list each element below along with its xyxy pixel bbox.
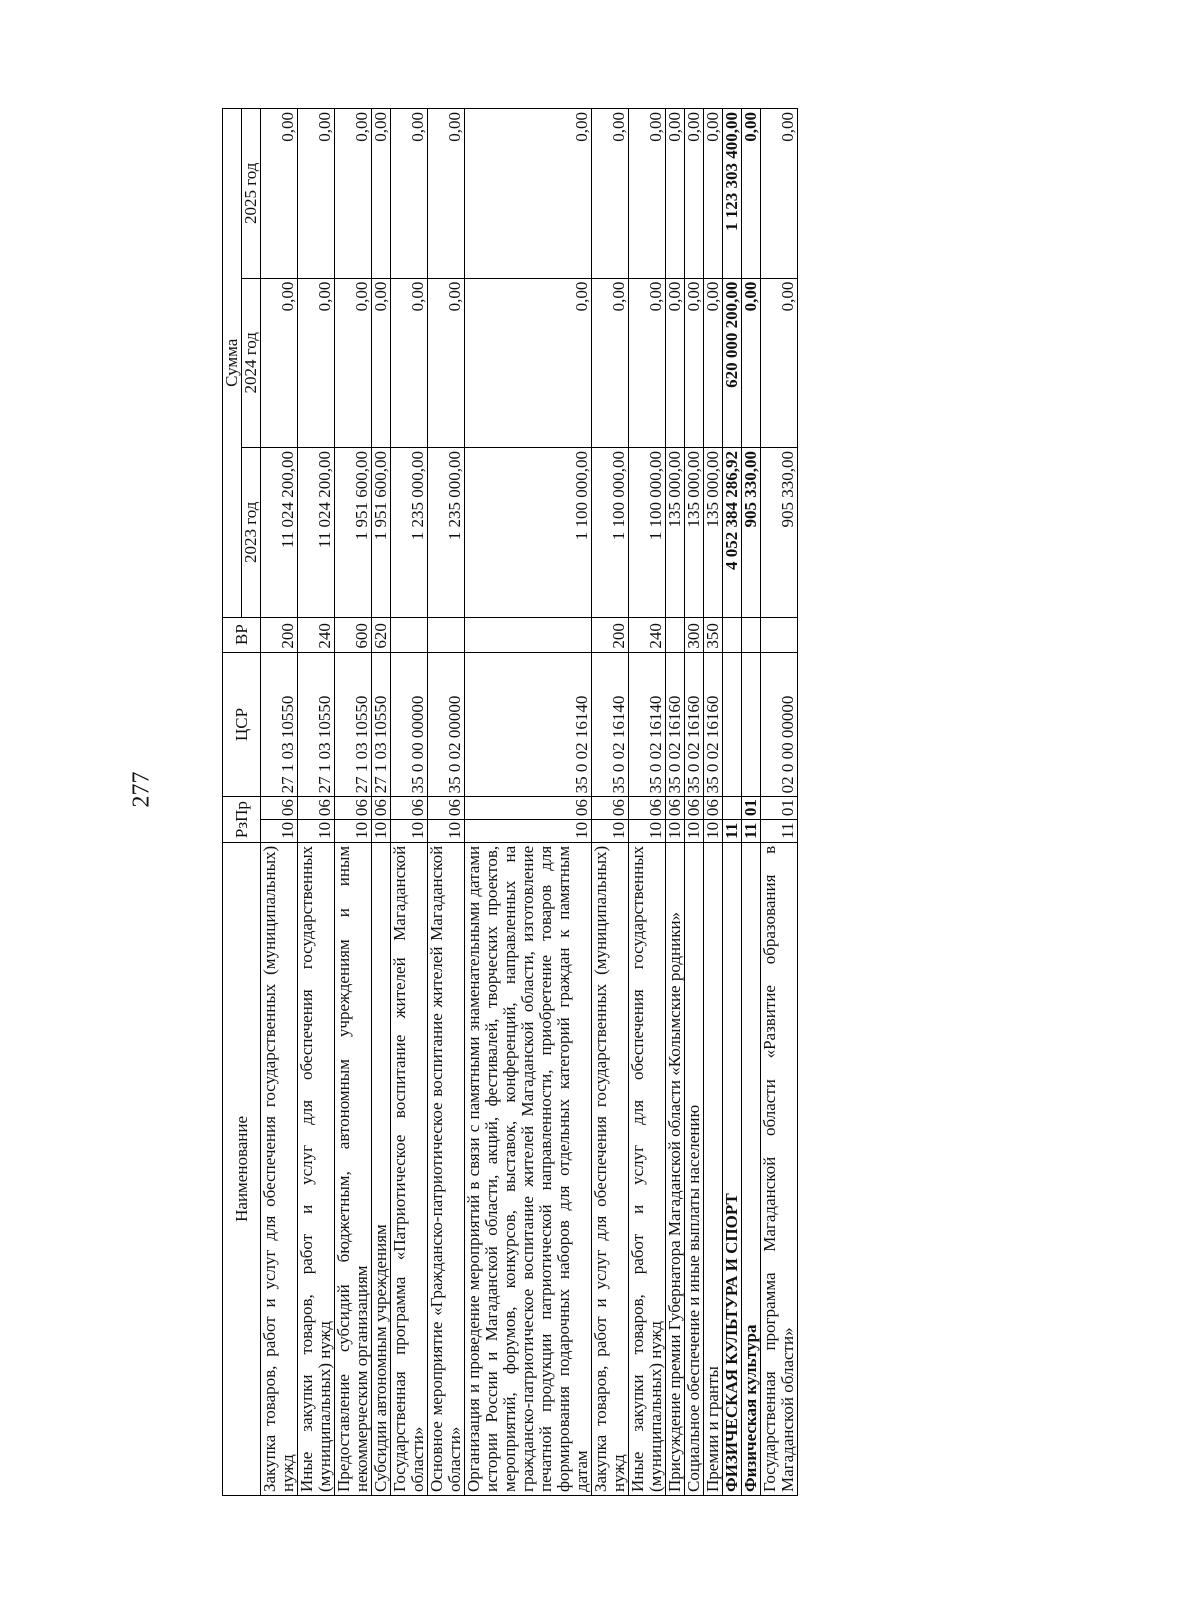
row-name: Иные закупки товаров, работ и услуг для обеспечения государственных (муниципальных) нужд [629, 842, 666, 1495]
row-rz: 10 [428, 820, 465, 843]
table-row [685, 109, 704, 1496]
row-rz: 11 [742, 820, 761, 843]
row-name: Физическая культура [742, 842, 761, 1495]
table-row [298, 109, 335, 1496]
row-pr: 06 [261, 797, 298, 820]
row-rz: 10 [704, 820, 723, 843]
row-csr: 35 0 00 00000 [391, 652, 428, 797]
header-rz-pr: РзПр [223, 797, 261, 842]
row-vr [723, 617, 742, 652]
row-2025: 0,00 [465, 109, 592, 279]
row-csr: 02 0 00 00000 [761, 652, 798, 797]
row-pr: 06 [391, 797, 428, 820]
row-vr: 200 [261, 617, 298, 652]
row-name: Субсидии автономным учреждениям [372, 842, 391, 1495]
header-2023: 2023 год [242, 448, 261, 617]
table-row [592, 109, 629, 1496]
row-pr: 06 [428, 797, 465, 820]
row-pr: 06 [704, 797, 723, 820]
row-2025: 0,00 [428, 109, 465, 279]
row-rz: 10 [592, 820, 629, 843]
row-rz: 11 [723, 820, 742, 843]
table-row [723, 109, 742, 1496]
row-rz: 10 [335, 820, 372, 843]
row-2024: 0,00 [761, 278, 798, 447]
table-row [372, 109, 391, 1496]
row-pr: 01 [761, 797, 798, 820]
row-2025: 0,00 [261, 109, 298, 279]
row-2024: 0,00 [298, 278, 335, 447]
row-2024: 0,00 [592, 278, 629, 447]
row-csr: 35 0 02 16140 [592, 652, 629, 797]
row-2023: 1 951 600,00 [372, 448, 391, 617]
table-header [223, 109, 261, 1496]
row-pr: 06 [685, 797, 704, 820]
header-2025: 2025 год [242, 109, 261, 279]
row-rz: 11 [761, 820, 798, 843]
row-vr [666, 617, 685, 652]
row-csr: 27 1 03 10550 [335, 652, 372, 797]
row-vr [761, 617, 798, 652]
table-row [335, 109, 372, 1496]
header-name: Наименование [223, 842, 261, 1495]
row-2023: 1 100 000,00 [465, 448, 592, 617]
row-2025: 0,00 [629, 109, 666, 279]
budget-table-rotated [222, 108, 1132, 1496]
table-row [742, 109, 761, 1496]
row-name: Организация и проведение мероприятий в связи с памятными знаменательными датами истории России и Магаданской области, акций, фестивалей, творческих проектов, мероприятий, форумов, конкурсов, выставок, конференций, направленных на гражданско-патриотическое воспитание жителей Магаданской области, изготовление печатной продукции патриотической направленности, приобретение товаров для формирования подарочных наборов для отдельных категорий граждан к памятным датам [465, 842, 592, 1495]
row-2024: 0,00 [261, 278, 298, 447]
row-2024: 0,00 [391, 278, 428, 447]
row-2025: 1 123 303 400,00 [723, 109, 742, 279]
table-row [704, 109, 723, 1496]
row-2023: 1 100 000,00 [629, 448, 666, 617]
budget-table [222, 108, 798, 1496]
row-csr: 27 1 03 10550 [372, 652, 391, 797]
row-name: Премии и гранты [704, 842, 723, 1495]
row-pr: 06 [372, 797, 391, 820]
row-2025: 0,00 [592, 109, 629, 279]
row-pr: 06 [592, 797, 629, 820]
table-row [629, 109, 666, 1496]
row-2023: 1 235 000,00 [391, 448, 428, 617]
row-2024: 0,00 [335, 278, 372, 447]
row-2023: 1 235 000,00 [428, 448, 465, 617]
row-name: Социальное обеспечение и иные выплаты населению [685, 842, 704, 1495]
row-vr [391, 617, 428, 652]
row-2023: 135 000,00 [666, 448, 685, 617]
table-row [428, 109, 465, 1496]
table-row [666, 109, 685, 1496]
row-2025: 0,00 [666, 109, 685, 279]
row-name: Закупка товаров, работ и услуг для обеспечения государственных (муниципальных) нужд [592, 842, 629, 1495]
table-row [391, 109, 428, 1496]
row-rz: 10 [298, 820, 335, 843]
row-2025: 0,00 [685, 109, 704, 279]
row-2023: 135 000,00 [685, 448, 704, 617]
header-csr: ЦСР [223, 652, 261, 797]
row-2024: 0,00 [372, 278, 391, 447]
row-pr [723, 797, 742, 820]
row-csr: 27 1 03 10550 [298, 652, 335, 797]
row-rz: 10 [685, 820, 704, 843]
row-pr: 01 [742, 797, 761, 820]
row-2024: 0,00 [428, 278, 465, 447]
row-rz: 10 [372, 820, 391, 843]
row-2025: 0,00 [704, 109, 723, 279]
row-csr: 35 0 02 16160 [666, 652, 685, 797]
row-2024: 0,00 [465, 278, 592, 447]
row-name: Государственная программа «Патриотическое воспитание жителей Магаданской области» [391, 842, 428, 1495]
table-body [261, 109, 798, 1496]
row-vr: 200 [592, 617, 629, 652]
row-2024: 0,00 [629, 278, 666, 447]
row-2025: 0,00 [298, 109, 335, 279]
row-vr: 350 [704, 617, 723, 652]
row-2023: 905 330,00 [761, 448, 798, 617]
row-pr: 06 [298, 797, 335, 820]
row-2023: 135 000,00 [704, 448, 723, 617]
row-pr: 06 [335, 797, 372, 820]
row-rz: 10 [391, 820, 428, 843]
row-2025: 0,00 [761, 109, 798, 279]
header-sum: Сумма [223, 109, 242, 618]
row-rz: 10 [666, 820, 685, 843]
row-2024: 0,00 [704, 278, 723, 447]
row-vr: 300 [685, 617, 704, 652]
row-rz: 10 [465, 820, 592, 843]
row-2024: 0,00 [742, 278, 761, 447]
row-csr [723, 652, 742, 797]
row-2024: 0,00 [685, 278, 704, 447]
row-rz: 10 [261, 820, 298, 843]
row-csr: 35 0 02 16140 [629, 652, 666, 797]
row-rz: 10 [629, 820, 666, 843]
row-pr: 06 [666, 797, 685, 820]
row-2024: 0,00 [666, 278, 685, 447]
row-vr: 620 [372, 617, 391, 652]
row-2023: 1 100 000,00 [592, 448, 629, 617]
row-2023: 11 024 200,00 [261, 448, 298, 617]
table-row [761, 109, 798, 1496]
row-csr: 35 0 02 16160 [704, 652, 723, 797]
row-name: Присуждение премии Губернатора Магаданской области «Колымские родники» [666, 842, 685, 1495]
row-name: Закупка товаров, работ и услуг для обеспечения государственных (муниципальных) нужд [261, 842, 298, 1495]
row-2024: 620 000 200,00 [723, 278, 742, 447]
row-vr: 240 [298, 617, 335, 652]
row-2025: 0,00 [742, 109, 761, 279]
row-csr [742, 652, 761, 797]
row-2025: 0,00 [391, 109, 428, 279]
page-number: 277 [128, 771, 155, 808]
row-vr: 600 [335, 617, 372, 652]
row-vr [742, 617, 761, 652]
row-csr: 35 0 02 16140 [465, 652, 592, 797]
row-vr [465, 617, 592, 652]
row-2023: 905 330,00 [742, 448, 761, 617]
header-2024: 2024 год [242, 278, 261, 447]
row-2023: 4 052 384 286,92 [723, 448, 742, 617]
row-2023: 1 951 600,00 [335, 448, 372, 617]
row-name: Основное мероприятие «Гражданско-патриотическое воспитание жителей Магаданской области» [428, 842, 465, 1495]
row-2025: 0,00 [335, 109, 372, 279]
row-name: Государственная программа Магаданской области «Развитие образования в Магаданской области» [761, 842, 798, 1495]
row-name: Предоставление субсидий бюджетным, автономным учреждениям и иным некоммерческим организациям [335, 842, 372, 1495]
row-name: ФИЗИЧЕСКАЯ КУЛЬТУРА И СПОРТ [723, 842, 742, 1495]
row-vr: 240 [629, 617, 666, 652]
table-row [465, 109, 592, 1496]
row-2023: 11 024 200,00 [298, 448, 335, 617]
table-row [261, 109, 298, 1496]
row-pr: 06 [629, 797, 666, 820]
header-vr: ВР [223, 617, 261, 652]
row-pr: 06 [465, 797, 592, 820]
row-2025: 0,00 [372, 109, 391, 279]
row-vr [428, 617, 465, 652]
row-csr: 35 0 02 16160 [685, 652, 704, 797]
row-csr: 27 1 03 10550 [261, 652, 298, 797]
row-csr: 35 0 02 00000 [428, 652, 465, 797]
row-name: Иные закупки товаров, работ и услуг для обеспечения государственных (муниципальных) нужд [298, 842, 335, 1495]
